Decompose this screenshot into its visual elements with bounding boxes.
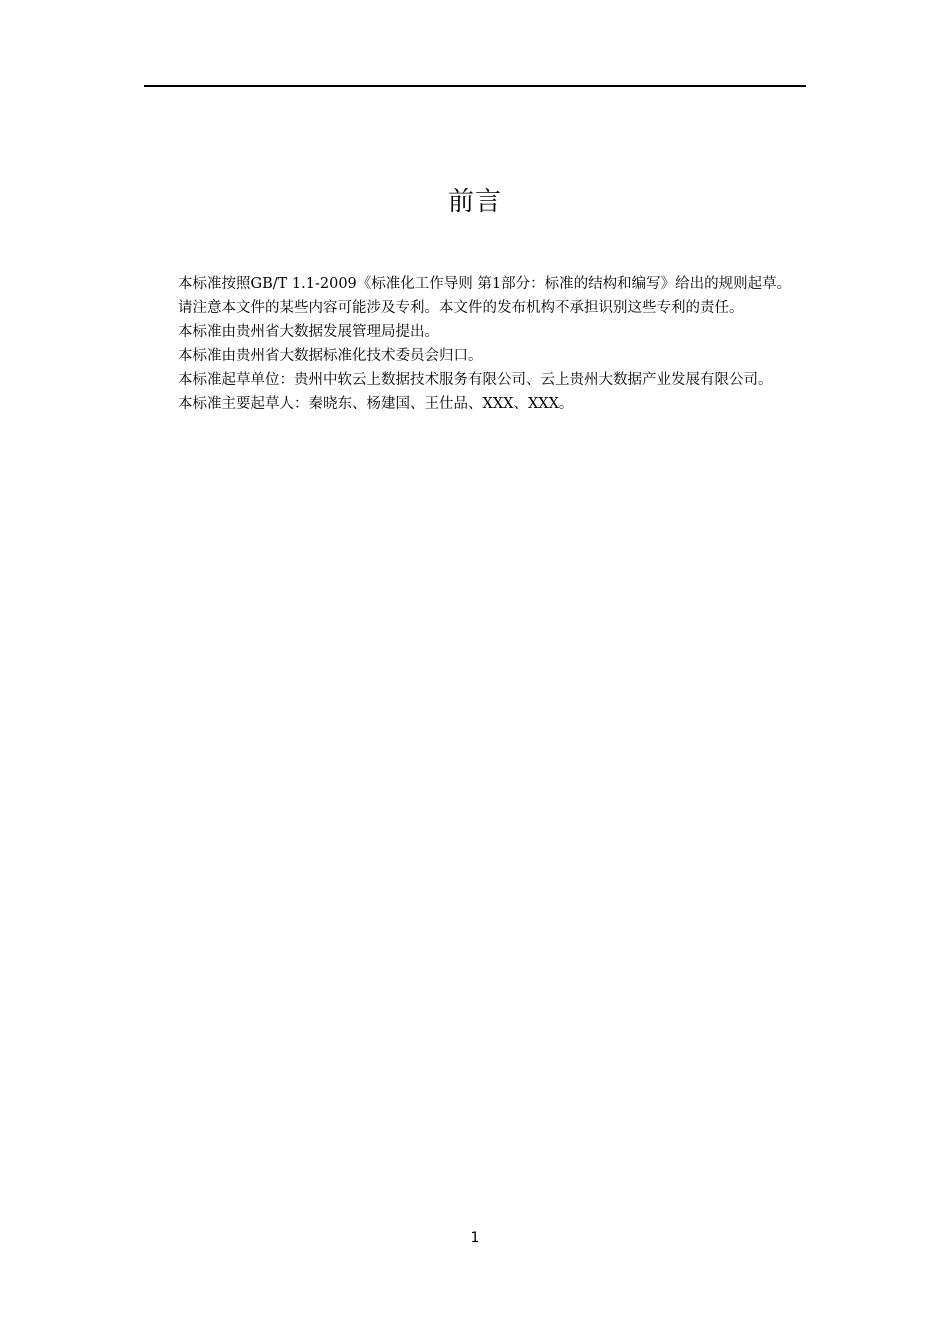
paragraph-drafters: 本标准主要起草人：秦晓东、杨建国、王仕品、XXX、XXX。 xyxy=(178,396,574,412)
paragraph-drafting-units: 本标准起草单位：贵州中软云上数据技术服务有限公司、云上贵州大数据产业发展有限公司。 xyxy=(178,372,773,388)
page-number: 1 xyxy=(470,1230,480,1246)
foreword-body xyxy=(144,272,806,416)
paragraph-patent-notice: 请注意本文件的某些内容可能涉及专利。本文件的发布机构不承担识别这些专利的责任。 xyxy=(178,300,744,316)
paragraph-proposer: 本标准由贵州省大数据发展管理局提出。 xyxy=(178,324,439,340)
header-rule xyxy=(144,85,806,87)
paragraph-committee: 本标准由贵州省大数据标准化技术委员会归口。 xyxy=(178,348,483,364)
page-title: 前言 xyxy=(447,187,502,217)
paragraph-drafting-rules: 本标准按照GB/T 1.1-2009《标准化工作导则 第1部分：标准的结构和编写》给出的规则起草。 xyxy=(178,276,792,292)
